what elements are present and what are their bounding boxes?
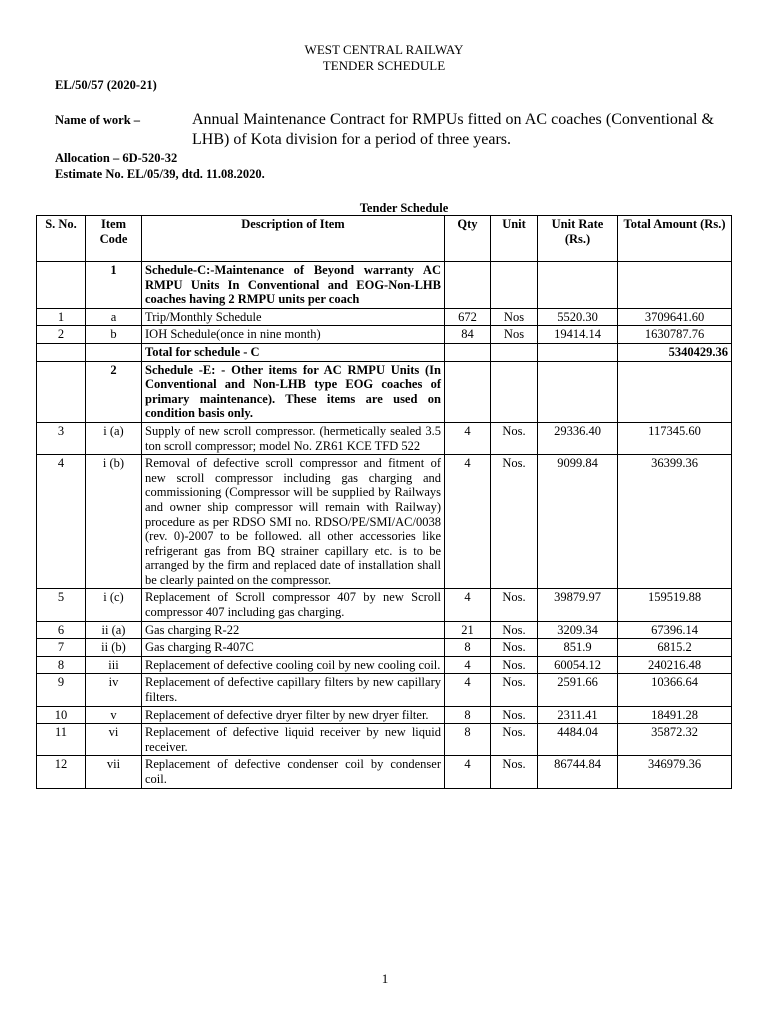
cell-qty: 4 <box>445 422 491 454</box>
cell-description: Replacement of Scroll compressor 407 by new Scroll compressor 407 including gas charging. <box>142 589 445 621</box>
cell-unit: Nos. <box>491 422 538 454</box>
cell-item-code: v <box>86 706 142 724</box>
cell-qty: 4 <box>445 589 491 621</box>
cell-unit: Nos. <box>491 589 538 621</box>
page-number: 1 <box>381 971 389 986</box>
estimate-number: Estimate No. EL/05/39, dtd. 11.08.2020. <box>55 167 265 181</box>
cell-unit-rate: 2591.66 <box>538 674 618 706</box>
cell-unit-rate: 4484.04 <box>538 724 618 756</box>
cell-unit-rate: 2311.41 <box>538 706 618 724</box>
cell-unit-rate: 60054.12 <box>538 656 618 674</box>
cell-item-code: ii (a) <box>86 621 142 639</box>
cell-sno: 2 <box>37 326 86 344</box>
col-header-rate: Unit Rate (Rs.) <box>538 216 618 262</box>
cell-qty: 8 <box>445 706 491 724</box>
cell-item-code: a <box>86 308 142 326</box>
col-header-code: Item Code <box>86 216 142 262</box>
section-number: 1 <box>86 262 142 309</box>
cell-sno: 8 <box>37 656 86 674</box>
table-header-row <box>37 216 732 262</box>
cell-total-amount: 35872.32 <box>618 724 732 756</box>
cell-qty: 672 <box>445 308 491 326</box>
section-row <box>37 262 732 309</box>
cell-qty: 4 <box>445 455 491 589</box>
table-row <box>37 308 732 326</box>
cell-total-amount: 67396.14 <box>618 621 732 639</box>
cell-sno: 5 <box>37 589 86 621</box>
cell-total-amount: 18491.28 <box>618 706 732 724</box>
cell-unit: Nos. <box>491 621 538 639</box>
col-header-sno: S. No. <box>37 216 86 262</box>
cell-description: IOH Schedule(once in nine month) <box>142 326 445 344</box>
cell-sno: 6 <box>37 621 86 639</box>
cell-unit-rate: 86744.84 <box>538 756 618 788</box>
table-caption: Tender Schedule <box>359 201 449 215</box>
section-title: Schedule-C:-Maintenance of Beyond warranty AC RMPU Units In Conventional and EOG-Non-LHB coaches having 2 RMPU units per coach <box>142 262 445 309</box>
table-row <box>37 589 732 621</box>
tender-schedule-table <box>36 215 732 789</box>
cell-unit-rate: 851.9 <box>538 639 618 657</box>
org-name: WEST CENTRAL RAILWAY <box>304 42 464 57</box>
table-row <box>37 706 732 724</box>
subtotal-row <box>37 343 732 361</box>
cell-description: Removal of defective scroll compressor and fitment of new scroll compressor including gas charging and commissioning (Compressor will be supplied by Railways and owner ship compressor will remain with Railway) procedure as per RDSO SMI no. RDSO/PE/SMI/AC/0038 (rev. 0)-2007 to be followed. all other accessories like refrigerant gas from BQ strainer capillary etc. is to be arranged by the firm and replaced date of installation shall be clearly painted on the compressor. <box>142 455 445 589</box>
cell-description: Replacement of defective capillary filters by new capillary filters. <box>142 674 445 706</box>
cell-item-code: ii (b) <box>86 639 142 657</box>
cell-total-amount: 240216.48 <box>618 656 732 674</box>
table-row <box>37 724 732 756</box>
cell-qty: 21 <box>445 621 491 639</box>
tender-reference: EL/50/57 (2020-21) <box>55 78 157 92</box>
table-row <box>37 621 732 639</box>
cell-sno: 1 <box>37 308 86 326</box>
cell-item-code: vii <box>86 756 142 788</box>
col-header-unit: Unit <box>491 216 538 262</box>
cell-description: Replacement of defective liquid receiver by new liquid receiver. <box>142 724 445 756</box>
section-title: Schedule -E: - Other items for AC RMPU Units (In Conventional and Non-LHB type EOG coaches of primary maintenance). These items are used on condition basis only. <box>142 361 445 422</box>
cell-description: Gas charging R-407C <box>142 639 445 657</box>
cell-qty: 8 <box>445 639 491 657</box>
table-row <box>37 326 732 344</box>
cell-unit-rate: 9099.84 <box>538 455 618 589</box>
cell-sno: 4 <box>37 455 86 589</box>
cell-unit-rate: 5520.30 <box>538 308 618 326</box>
work-label: Name of work – <box>55 113 141 127</box>
cell-description: Replacement of defective cooling coil by new cooling coil. <box>142 656 445 674</box>
cell-qty: 84 <box>445 326 491 344</box>
cell-total-amount: 159519.88 <box>618 589 732 621</box>
table-row <box>37 639 732 657</box>
cell-sno: 9 <box>37 674 86 706</box>
col-header-qty: Qty <box>445 216 491 262</box>
table-row <box>37 422 732 454</box>
cell-unit: Nos. <box>491 756 538 788</box>
cell-unit: Nos <box>491 308 538 326</box>
table-row <box>37 455 732 589</box>
cell-unit-rate: 39879.97 <box>538 589 618 621</box>
cell-item-code: i (c) <box>86 589 142 621</box>
cell-total-amount: 6815.2 <box>618 639 732 657</box>
cell-description: Gas charging R-22 <box>142 621 445 639</box>
cell-item-code: b <box>86 326 142 344</box>
cell-description: Supply of new scroll compressor. (hermetically sealed 3.5 ton scroll compressor; model No. ZR61 KCE TFD 522 <box>142 422 445 454</box>
cell-unit: Nos. <box>491 639 538 657</box>
cell-item-code: i (b) <box>86 455 142 589</box>
cell-item-code: iv <box>86 674 142 706</box>
cell-unit-rate: 19414.14 <box>538 326 618 344</box>
cell-unit-rate: 29336.40 <box>538 422 618 454</box>
cell-sno: 7 <box>37 639 86 657</box>
table-row <box>37 674 732 706</box>
cell-total-amount: 346979.36 <box>618 756 732 788</box>
table-row <box>37 756 732 788</box>
cell-total-amount: 1630787.76 <box>618 326 732 344</box>
cell-sno: 12 <box>37 756 86 788</box>
document-subtitle: TENDER SCHEDULE <box>322 58 446 73</box>
cell-unit: Nos. <box>491 706 538 724</box>
cell-total-amount: 117345.60 <box>618 422 732 454</box>
cell-unit-rate: 3209.34 <box>538 621 618 639</box>
subtotal-value: 5340429.36 <box>618 343 732 361</box>
cell-total-amount: 36399.36 <box>618 455 732 589</box>
cell-qty: 8 <box>445 724 491 756</box>
cell-description: Replacement of defective condenser coil by condenser coil. <box>142 756 445 788</box>
cell-total-amount: 3709641.60 <box>618 308 732 326</box>
cell-item-code: i (a) <box>86 422 142 454</box>
cell-item-code: iii <box>86 656 142 674</box>
cell-unit: Nos. <box>491 656 538 674</box>
cell-sno: 3 <box>37 422 86 454</box>
allocation: Allocation – 6D-520-32 <box>55 151 178 165</box>
section-number: 2 <box>86 361 142 422</box>
cell-sno: 11 <box>37 724 86 756</box>
cell-qty: 4 <box>445 756 491 788</box>
cell-item-code: vi <box>86 724 142 756</box>
cell-description: Replacement of defective dryer filter by new dryer filter. <box>142 706 445 724</box>
col-header-desc: Description of Item <box>142 216 445 262</box>
cell-unit: Nos <box>491 326 538 344</box>
subtotal-label: Total for schedule - C <box>142 343 445 361</box>
document-header <box>0 42 768 74</box>
cell-qty: 4 <box>445 674 491 706</box>
cell-sno: 10 <box>37 706 86 724</box>
col-header-total: Total Amount (Rs.) <box>618 216 732 262</box>
cell-total-amount: 10366.64 <box>618 674 732 706</box>
cell-unit: Nos. <box>491 724 538 756</box>
table-row <box>37 656 732 674</box>
cell-unit: Nos. <box>491 674 538 706</box>
section-row <box>37 361 732 422</box>
cell-qty: 4 <box>445 656 491 674</box>
work-description: Annual Maintenance Contract for RMPUs fitted on AC coaches (Conventional & LHB) of Kota division for a period of three years. <box>192 111 714 148</box>
cell-description: Trip/Monthly Schedule <box>142 308 445 326</box>
cell-unit: Nos. <box>491 455 538 589</box>
